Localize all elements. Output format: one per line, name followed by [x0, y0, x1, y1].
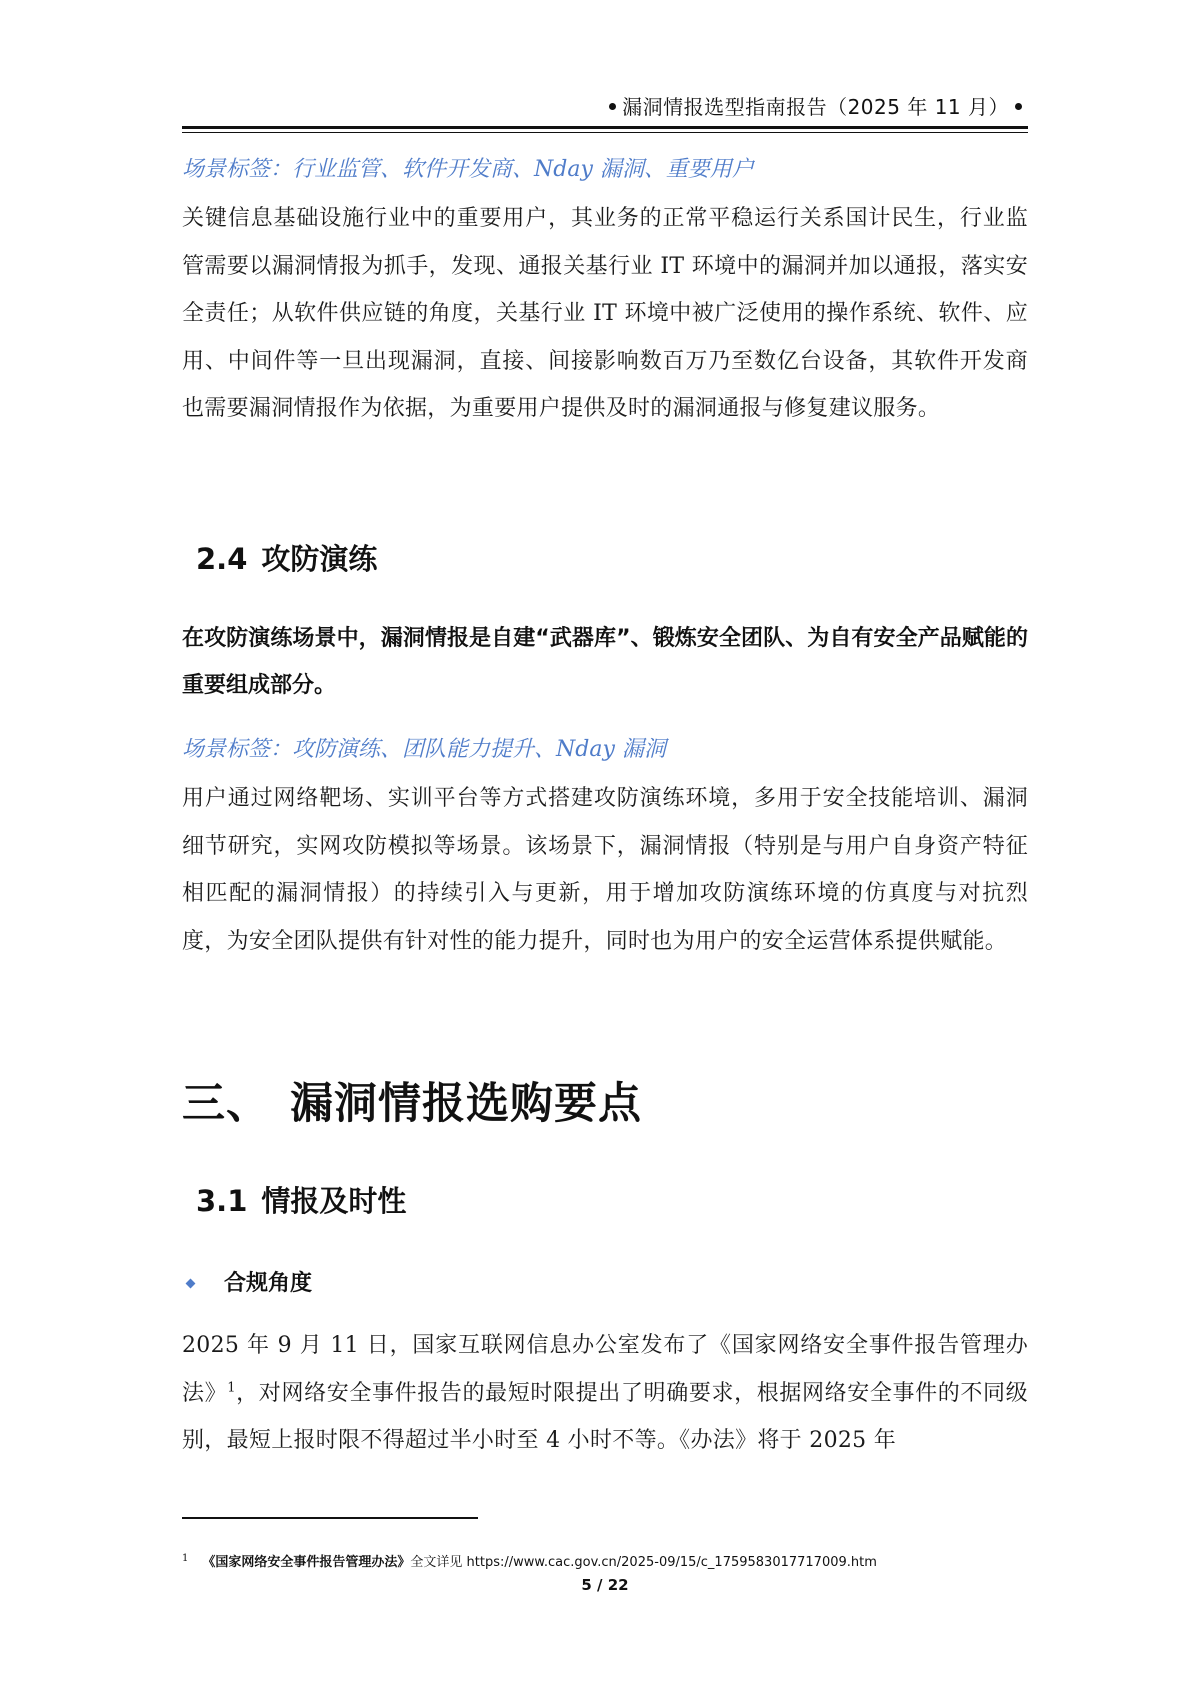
footnote-number: 1	[182, 1552, 189, 1564]
section-title: 情报及时性	[261, 1184, 407, 1218]
scene-tag-2-4: 场景标签：攻防演练、团队能力提升、Nday 漏洞	[182, 737, 666, 762]
footnote-rule	[182, 1517, 478, 1519]
paragraph-2-3: 关键信息基础设施行业中的重要用户，其业务的正常平稳运行关系国计民生，行业监管需要以漏洞情报为抓手，发现、通报关基行业 IT 环境中的漏洞并加以通报，落实安全责任；从软件供应链的角度，关基行业 IT 环境中被广泛使用的操作系统、软件、应用、中间件等一旦出现漏洞，直接、间接影响数百万乃至数亿台设备，其软件开发商也需要漏洞情报作为依据，为重要用户提供及时的漏洞通报与修复建议服务。	[182, 206, 1028, 421]
footnote	[182, 1551, 1028, 1570]
paragraph-text-2: ，对网络安全事件报告的最短时限提出了明确要求，根据网络安全事件的不同级别，最短上报时限不得超过半小时至 4 小时不等。《办法》将于 2025 年	[182, 1380, 1028, 1453]
chapter-heading-3	[182, 1070, 1028, 1131]
scene-tag-2-3: 场景标签：行业监管、软件开发商、Nday 漏洞、重要用户	[182, 157, 754, 182]
header-title: 漏洞情报选型指南报告（2025 年 11 月）	[622, 95, 1009, 119]
bullet-item-compliance	[182, 1266, 1028, 1297]
bullet-dot-icon	[609, 103, 616, 110]
section-number: 2.4	[196, 542, 248, 576]
paragraph-text-1: 2025 年 9 月 11 日，国家互联网信息办公室发布了《国家网络安全事件报告管理办法》	[182, 1333, 1028, 1406]
lead-paragraph-2-4: 在攻防演练场景中，漏洞情报是自建“武器库”、锻炼安全团队、为自有安全产品赋能的重要组成部分。	[182, 626, 1028, 698]
section-heading-3-1	[196, 1179, 1042, 1220]
bullet-dot-icon	[1015, 103, 1022, 110]
bullet-label: 合规角度	[224, 1271, 313, 1296]
page-number: 5 / 22	[581, 1576, 629, 1594]
section-number: 3.1	[196, 1184, 248, 1218]
footnote-ref[interactable]: 1	[227, 1380, 236, 1396]
header-rule	[182, 126, 1028, 129]
running-header	[603, 91, 1028, 120]
chapter-title: 漏洞情报选购要点	[290, 1079, 642, 1129]
paragraph-2-4: 用户通过网络靶场、实训平台等方式搭建攻防演练环境，多用于安全技能培训、漏洞细节研究，实网攻防模拟等场景。该场景下，漏洞情报（特别是与用户自身资产特征相匹配的漏洞情报）的持续引入与更新，用于增加攻防演练环境的仿真度与对抗烈度，为安全团队提供有针对性的能力提升，同时也为用户的安全运营体系提供赋能。	[182, 786, 1028, 954]
diamond-bullet-icon	[186, 1279, 196, 1289]
section-heading-2-4	[196, 537, 1042, 578]
document-page	[182, 0, 1028, 1698]
section-title: 攻防演练	[261, 542, 378, 576]
chapter-number: 三、	[182, 1079, 270, 1129]
paragraph-3-1	[182, 1322, 1028, 1465]
header-rule-thin	[182, 132, 1028, 133]
footnote-text: 全文详见	[410, 1555, 463, 1570]
footnote-url-link[interactable]: https://www.cac.gov.cn/2025-09/15/c_1759583017717009.htm	[466, 1555, 877, 1570]
footnote-title: 《国家网络安全事件报告管理办法》	[202, 1555, 411, 1570]
